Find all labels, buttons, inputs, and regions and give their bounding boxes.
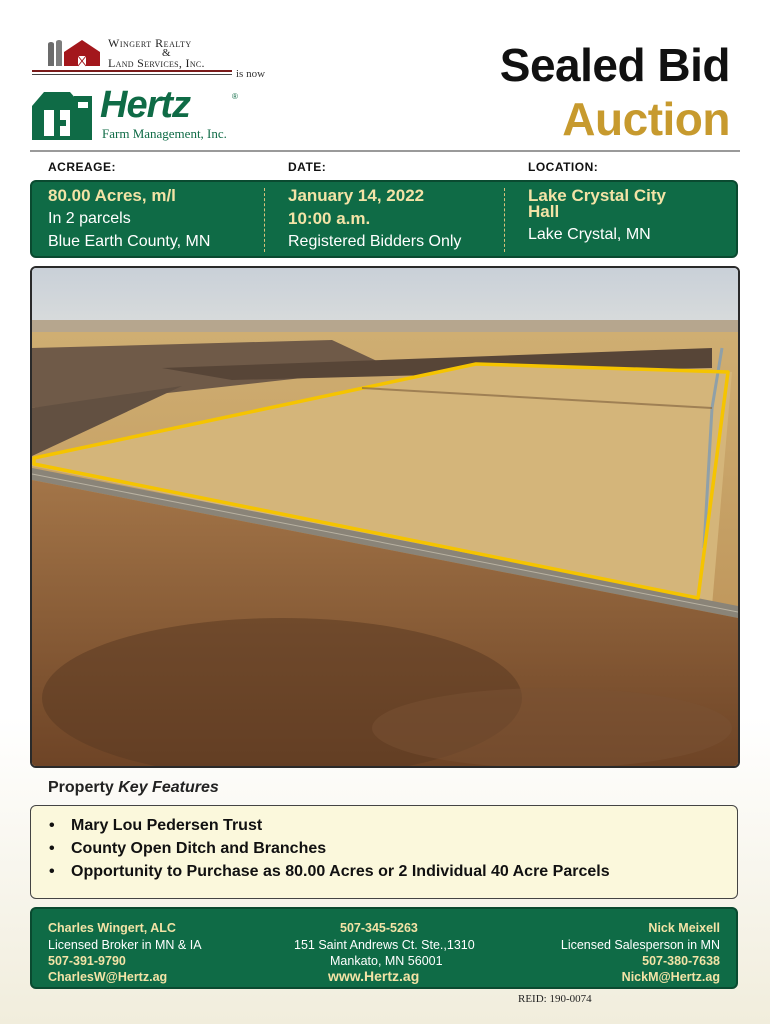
agent-right-email[interactable]: NickM@Hertz.ag bbox=[621, 970, 720, 984]
hertz-wordmark: Hertz bbox=[100, 84, 191, 126]
contact-band bbox=[30, 907, 738, 989]
acreage-county: Blue Earth County, MN bbox=[48, 233, 211, 250]
features-heading-bold: Property bbox=[48, 779, 114, 796]
agent-left-role: Licensed Broker in MN & IA bbox=[48, 938, 202, 952]
aerial-farm-photo bbox=[30, 266, 740, 768]
agent-left-email[interactable]: CharlesW@Hertz.ag bbox=[48, 970, 168, 984]
is-now-text: is now bbox=[236, 68, 266, 80]
info-divider bbox=[264, 188, 265, 252]
office-address-line1: 151 Saint Andrews Ct. Ste.,1310 bbox=[294, 938, 475, 952]
auction-date: January 14, 2022 bbox=[288, 186, 425, 205]
location-name-line1: Lake Crystal City bbox=[528, 186, 666, 205]
features-heading-italic: Key Features bbox=[118, 779, 219, 796]
wingert-name-line2: Land Services, Inc. bbox=[108, 56, 205, 70]
registered-mark: ® bbox=[232, 92, 238, 101]
office-address-line2: Mankato, MN 56001 bbox=[330, 954, 443, 968]
features-heading bbox=[48, 779, 219, 797]
reid-number: REID: 190-0074 bbox=[518, 993, 592, 1005]
header-divider bbox=[30, 150, 740, 152]
wingert-rule-thin bbox=[32, 74, 232, 75]
barn-icon bbox=[46, 38, 102, 68]
agent-left-phone[interactable]: 507-391-9790 bbox=[48, 954, 126, 968]
auction-time: 10:00 a.m. bbox=[288, 209, 371, 228]
auction-bidder-note: Registered Bidders Only bbox=[288, 233, 462, 250]
agent-right-phone[interactable]: 507-380-7638 bbox=[642, 954, 720, 968]
wingert-ampersand: & bbox=[162, 47, 171, 59]
wingert-rule bbox=[32, 70, 232, 72]
acreage-parcels: In 2 parcels bbox=[48, 210, 131, 227]
website-link[interactable]: www.Hertz.ag bbox=[328, 968, 420, 984]
wingert-name-line1: Wingert Realty bbox=[108, 36, 192, 50]
date-label: DATE: bbox=[288, 160, 327, 174]
hertz-barn-mark-icon bbox=[30, 86, 96, 144]
title-sealed-bid: Sealed Bid bbox=[499, 39, 730, 91]
hertz-subtitle: Farm Management, Inc. bbox=[102, 126, 227, 141]
title-auction: Auction bbox=[562, 93, 730, 145]
feature-item: • Opportunity to Purchase as 80.00 Acres or 2 Individual 40 Acre Parcels bbox=[71, 860, 737, 883]
hertz-logo bbox=[30, 86, 240, 148]
auction-info-band bbox=[30, 180, 738, 258]
agent-left-name: Charles Wingert, ALC bbox=[48, 921, 176, 935]
acreage-value: 80.00 Acres, m/l bbox=[48, 186, 176, 205]
feature-item: • Mary Lou Pedersen Trust bbox=[71, 814, 737, 837]
features-list bbox=[31, 806, 737, 883]
key-features-box bbox=[30, 805, 738, 899]
agent-right-role: Licensed Salesperson in MN bbox=[560, 938, 720, 952]
acreage-label: ACREAGE: bbox=[48, 160, 117, 174]
location-label: LOCATION: bbox=[528, 160, 599, 174]
location-name-line2: Hall bbox=[528, 202, 560, 221]
wingert-logo bbox=[32, 28, 232, 76]
info-divider bbox=[504, 188, 505, 252]
location-city: Lake Crystal, MN bbox=[528, 226, 651, 243]
agent-right-name: Nick Meixell bbox=[648, 921, 720, 935]
office-phone[interactable]: 507-345-5263 bbox=[340, 921, 418, 935]
aerial-field-image bbox=[32, 268, 738, 766]
feature-item: • County Open Ditch and Branches bbox=[71, 837, 737, 860]
